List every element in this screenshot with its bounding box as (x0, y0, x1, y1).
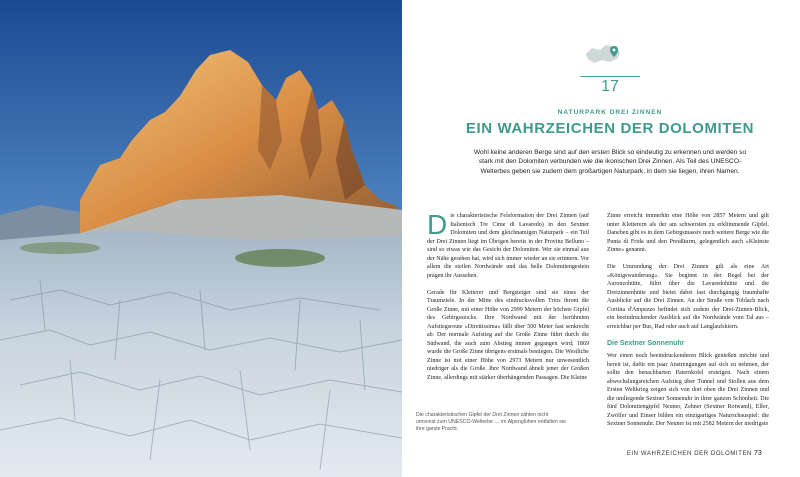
chapter-rule (580, 76, 640, 77)
photo-caption: Die charakteristischen Gipfel der Drei Zinnen zählen nicht umsonst zum UNESCO-Welterbe … im Alpenglühen entfalten sie ihre ganze Pracht. (416, 412, 566, 432)
paragraph: Wer einen noch beeindruckenderen Blick genießen möchte und bereit ist, dafür ein paar Anstrengungen auf sich zu nehmen, der sollte den benachbarten Paternkofel ersteigen. Nach einem abwechslungsreichen Aufstieg über Tunnel und Stollen aus dem Ersten Weltkrieg zeigen sich von dort oben die Drei Zinnen und die umliegende Sextner Sonnenuhr in ihrer ganzen Schönheit. Die fünf Dolomitengipfel Neuner, Zehner (Sextner Rotwand), Elfer, Zwölfer und Einser bilden ein einzigartiges Naturschauspiel: die Sextner Sonnenuhr. Der Neuner ist mit 2582 Metern der niedrigste (607, 353, 769, 427)
running-footer: EIN WAHRZEICHEN DER DOLOMITEN (626, 451, 752, 457)
chapter-number: 17 (601, 78, 619, 95)
chapter-headline: EIN WAHRZEICHEN DER DOLOMITEN (465, 120, 755, 137)
paragraph: Die Umrundung der Drei Zinnen gilt als eine Art »Königswanderung«. Sie beginnt in der Regel bei der Auronzohütte, führt über die Lavaredohütte und die Dreizinnenhütte und bietet dabei fast durchgängig traumhafte Ausblicke auf die Drei Zinnen. An der Straße von Toblach nach Cortina d'Ampezzo befindet sich zudem der Drei-Zinnen-Blick, ein beeindruckender Ausblick auf die Nordwände vom Tal aus – erreichbar per Bus, Rad oder auch auf Langlaufskiern. (607, 264, 769, 330)
paragraph (427, 209, 589, 280)
paragraph-text: ie charakteristische Felsformation der Drei Zinnen (auf Italienisch Tre Cime di Lavaredo) in den Sextner Dolomiten und dem gleichnamigen Naturpark – ein Teil der Drei Zinnen liegt im Übrigen bereits in der Provinz Belluno – sind so etwas wie das Gesicht der Dolomiten. Wer sie einmal aus der Nähe gesehen hat, wird sich immer wieder an sie erinnern. Vor allem die steilen Nordwände und das helle Dolomitengestein prägen ihr Aussehen. (427, 213, 589, 279)
paragraph: Zinne erreicht immerhin eine Höhe von 2857 Metern und gilt unter Kletterern als der am schwersten zu erklimmende Gipfel. Daneben gibt es in dem Gebirgsmassiv noch weitere Berge wie die Punta di Frida und den Preußturm, gelegentlich auch »Kleinste Zinne« genannt. (607, 213, 769, 253)
lead-paragraph: Wohl keine anderen Berge sind auf den ersten Blick so eindeutig zu erkennen und werden so stark mit den Dolomiten verbunden wie die ikonischen Drei Zinnen. Als Teil des UNESCO-Welterbes geben sie zudem dem großartigen Naturpark, in dem sie liegen, ihren Namen. (473, 149, 747, 175)
region-map-icon (582, 40, 626, 68)
paragraph: Gerade für Kletterer und Bergsteiger sind sie eines der Traumziele. In der Mitte des eindrucksvollen Trios thront die Große Zinne, mit einer Höhe von 2999 Metern der höchste Gipfel des Gebirgsstocks. Ihre Nordwand mit der berühmten Aufstiegsroute »Direttissima« fällt über 500 Meter fast senkrecht ab. Der normale Aufstieg auf die Große Zinne führt durch die Südwand, die auch zum Abstieg immer gegangen wird; 1869 wurde die Große Zinne übrigens erstmals bestiegen. Die Westliche Zinne ist mit einer Höhe von 2973 Metern nur unwesentlich niedriger als die Große. Ihre Nordwand ähnelt jener der Großen Zinne, allerdings mit stärker überhängenden Passagen. Die Kleine (427, 289, 589, 381)
page-number: 73 (754, 450, 762, 457)
text-column-right (607, 212, 769, 437)
text-column-left (427, 209, 589, 391)
drop-cap: D (427, 209, 448, 240)
chapter-kicker: NATURPARK DREI ZINNEN (557, 109, 663, 116)
section-subhead: Die Sextner Sonnenuhr (607, 339, 685, 347)
